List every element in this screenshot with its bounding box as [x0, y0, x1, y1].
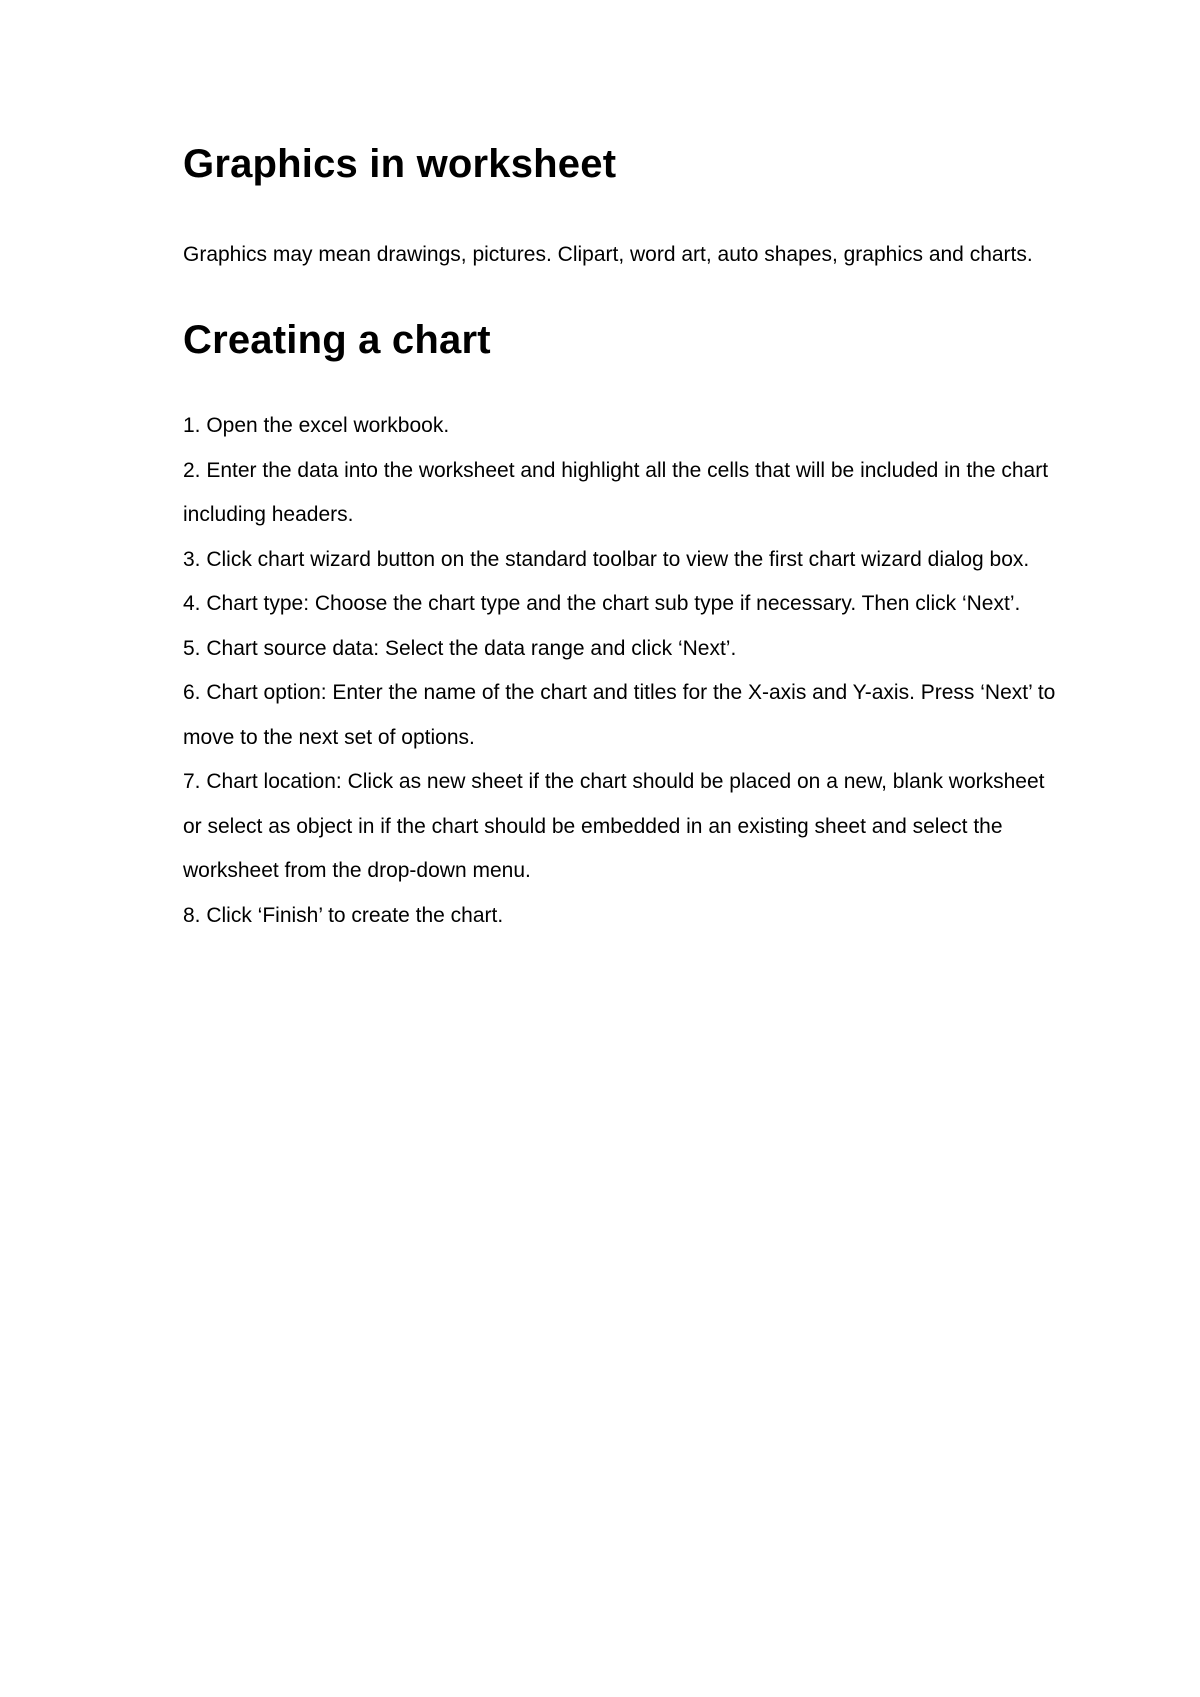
step-item: 2. Enter the data into the worksheet and highlight all the cells that will be included in the chart including headers. — [183, 458, 1049, 526]
intro-paragraph: Graphics may mean drawings, pictures. Clipart, word art, auto shapes, graphics and charts. — [183, 243, 1033, 266]
document-page — [183, 140, 1063, 938]
step-item: 5. Chart source data: Select the data range and click ‘Next’. — [183, 636, 737, 660]
step-item: 1. Open the excel workbook. — [183, 414, 450, 437]
heading-graphics-in-worksheet: Graphics in worksheet — [183, 142, 617, 186]
step-item: 3. Click chart wizard button on the standard toolbar to view the first chart wizard dialog box. — [183, 547, 1030, 571]
heading-creating-a-chart: Creating a chart — [183, 318, 491, 362]
step-item: 4. Chart type: Choose the chart type and the chart sub type if necessary. Then click ‘Next’. — [183, 592, 1021, 615]
step-item: 8. Click ‘Finish’ to create the chart. — [183, 903, 504, 927]
step-item: 7. Chart location: Click as new sheet if the chart should be placed on a new, blank worksheet or select as object in if the chart should be embedded in an existing sheet and select the worksheet from the drop-down menu. — [183, 770, 1045, 882]
step-item: 6. Chart option: Enter the name of the chart and titles for the X-axis and Y-axis. Press ‘Next’ to move to the next set of options. — [183, 681, 1056, 749]
steps-list — [183, 404, 1063, 938]
